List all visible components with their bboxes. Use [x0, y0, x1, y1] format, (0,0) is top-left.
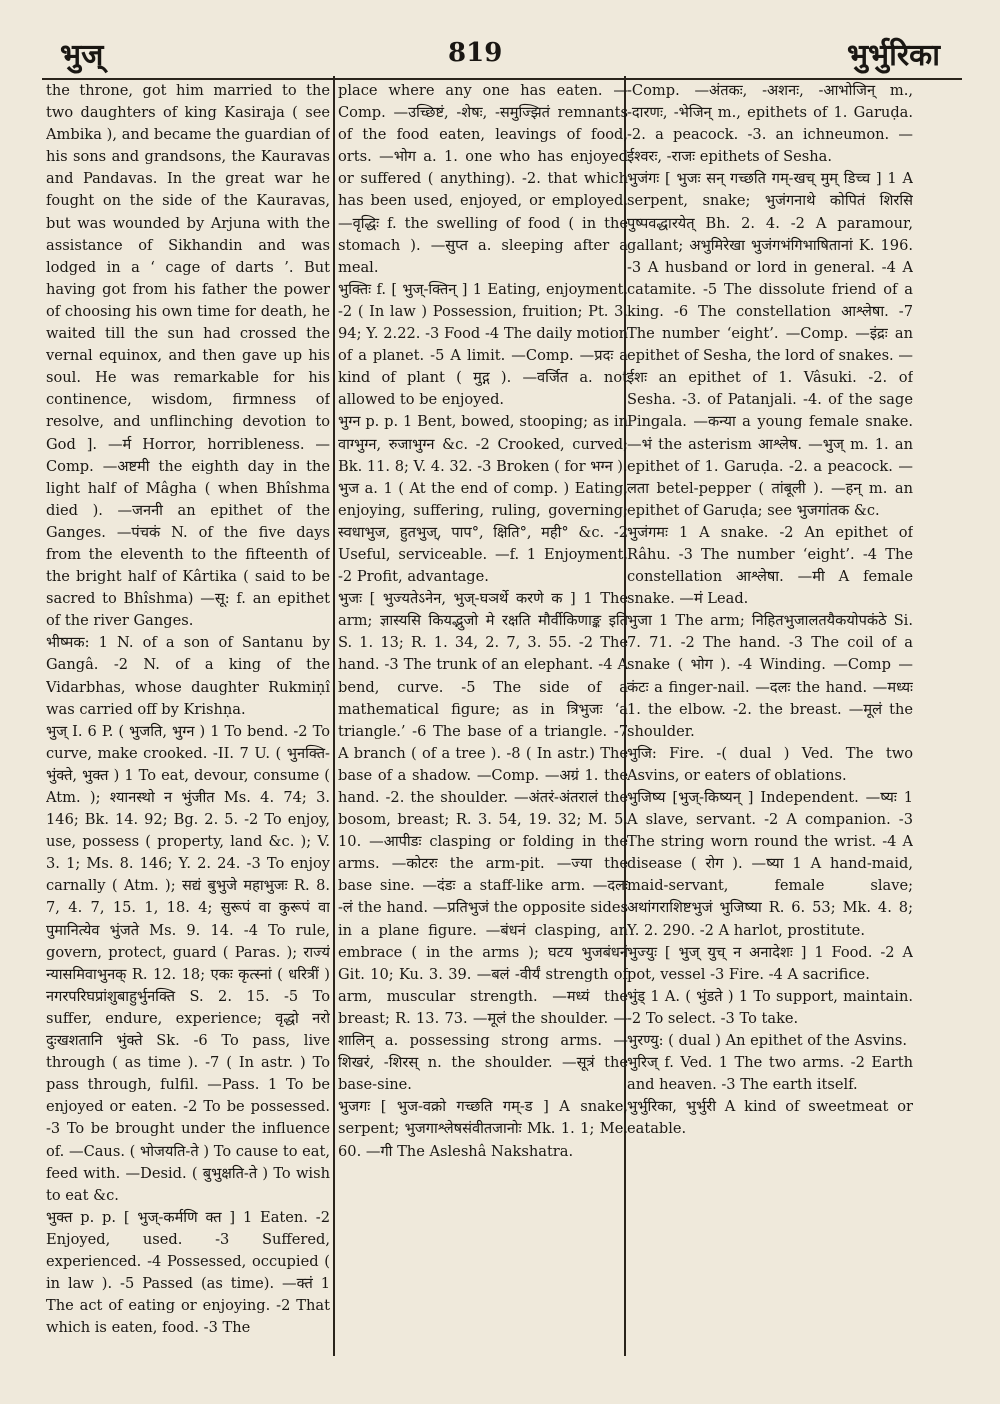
entry-paragraph: भुजगः [ भुज-वक्रो गच्छति गम्-ड ] A snake, serpent; भुजगाश्लेषसंवीतजानोः Mk. 1. 1; Me. 60. —गी The Asleshâ Nakshatra. — [338, 1098, 628, 1160]
left-guide-word: भुज् — [60, 37, 104, 73]
column-left — [46, 80, 330, 1354]
entry-paragraph: place where any one has eaten. —Comp. —उच्छिष्टं, -शेषः, -समुज्झितं remnants of the food eaten, leavings of food, orts. —भोग a. 1. one who has enjoyed or suffered ( anything). -2. that which has been used, enjoyed, or employed. —वृद्धिः f. the swelling of food ( in the stomach ). —सुप्त a. sleeping after a meal. — [338, 82, 628, 276]
entry-paragraph: भुजि: Fire. -( dual ) Ved. The two Asvins, or eaters of oblations. — [627, 744, 913, 784]
column-right — [627, 80, 913, 1354]
entry-paragraph: भुग्न p. p. 1 Bent, bowed, stooping; as in वाग्भुग्न, रुजाभुग्न &c. -2 Crooked, curved; Bk. 11. 8; V. 4. 32. -3 Broken ( for भग्न ). — [338, 413, 628, 475]
entry-paragraph: भुजः [ भुज्यतेऽनेन, भुज्-घञर्थे करणे क ] 1 The arm; ज्ञास्यसि कियद्भुजो मे रक्षति मौर्वीकिणाङ्क इति S. 1. 13; R. 1. 34, 2. 7, 3. 55. -2 The hand. -3 The trunk of an elephant. -4 A bend, curve. -5 The side of a mathematical figure; as in त्रिभुजः ‘a triangle.’ -6 The base of a triangle. -7 A branch ( of a tree ). -8 ( In astr.) The base of a shadow. —Comp. —अग्रं 1. the hand. -2. the shoulder. —अंतरं-अंतरालं the bosom, breast; R. 3. 54, 19. 32; M. 5. 10. —आपीडः clasping or folding in the arms. —कोटरः the arm-pit. —ज्या the base sine. —दंडः a staff-like arm. —दलः -लं the hand. —प्रतिभुजं the opposite sides in a plane figure. —बंधनं clasping, an embrace ( in the arms ); घटय भुजबंधनं Git. 10; Ku. 3. 39. —बलं -वीर्यं strength of arm, muscular strength. —मध्यं the breast; R. 13. 73. —मूलं the shoulder. —शालिन् a. possessing strong arms. —शिखरं, -शिरस् n. the shoulder. —सूत्रं the base-sine. — [338, 590, 628, 1094]
entry-paragraph: -Comp. —अंतकः, -अशनः, -आभोजिन् m., -दारणः, -भेजिन् m., epithets of 1. Garuḍa. -2. a peacock. -3. an ichneumon. —ईश्वरः, -राजः epithets of Sesha. — [627, 82, 913, 166]
entry-paragraph: भुज्युः [ भुज् युच् न अनादेशः ] 1 Food. -2 A pot, vessel -3 Fire. -4 A sacrifice. — [627, 943, 913, 983]
page-number: 819 — [448, 38, 503, 68]
entry-paragraph: भुजिष्य [भुज्-किष्यन् ] Independent. —ष्यः 1 A slave, servant. -2 A companion. -3 The string worn round the wrist. -4 A disease ( रोग ). —ष्या 1 A hand-maid, maid-servant, female slave; अथांगराशिष्टभुजं भुजिष्या R. 6. 53; Mk. 4. 8; Y. 2. 290. -2 A harlot, prostitute. — [627, 789, 913, 939]
entry-paragraph: भुज् I. 6 P. ( भुजति, भुग्न ) 1 To bend. -2 To curve, make crooked. -II. 7 U. ( भुनक्ति-भुंक्ते, भुक्त ) 1 To eat, devour, consume ( Atm. ); श्यानस्थो न भुंजीत Ms. 4. 74; 3. 146; Bk. 14. 92; Bg. 2. 5. -2 To enjoy, use, possess ( property, land &c. ); V. 3. 1; Ms. 8. 146; Y. 2. 24. -3 To enjoy carnally ( Atm. ); सद्यं बुभुजे महाभुजः R. 8. 7, 4. 7, 15. 1, 18. 4; सुरूपं वा कुरूपं वा पुमानित्येव भुंजते Ms. 9. 14. -4 To rule, govern, protect, guard ( Paras. ); राज्यं न्यासमिवाभुनक् R. 12. 18; एकः कृत्स्नां ( धरित्रीं ) नगरपरिघप्रांशुबाहुर्भुनक्ति S. 2. 15. -5 To suffer, endure, experience; वृद्धो नरो दुःखशतानि भुंक्ते Sk. -6 To pass, live through ( as time ). -7 ( In astr. ) To pass through, fulfil. —Pass. 1 To be enjoyed or eaten. -2 To be possessed. -3 To be brought under the influence of. —Caus. ( भोजयति-ते ) To cause to eat, feed with. —Desid. ( बुभुक्षति-ते ) To wish to eat &c. — [46, 722, 330, 1204]
entry-paragraph: भुजंगमः 1 A snake. -2 An epithet of Râhu. -3 The number ‘eight’. -4 The constellation आश्लेषा. —मी A female snake. —मं Lead. — [627, 523, 913, 608]
entry-paragraph: भुज a. 1 ( At the end of comp. ) Eating, enjoying, suffering, ruling, governing; स्वधाभुज, हुतभुज्, पाप°, क्षिति°, मही° &c. -2 Useful, serviceable. —f. 1 Enjoyment. -2 Profit, advantage. — [338, 479, 628, 586]
entry-paragraph: भीष्मक: 1 N. of a son of Santanu by Gangâ. -2 N. of a king of the Vidarbhas, whose daughter Rukmiṇî was carried off by Krishṇa. — [46, 634, 330, 718]
entry-paragraph: भुजा 1 The arm; निहितभुजालतयैकयोपकंठे Si. 7. 71. -2 The hand. -3 The coil of a snake ( भोग ). -4 Winding. —Comp —कंटः a finger-nail. —दलः the hand. —मध्यः 1. the elbow. -2. the breast. —मूलं the shoulder. — [627, 612, 913, 740]
page-header — [60, 30, 940, 76]
entry-paragraph: भुरण्यु: ( dual ) An epithet of the Asvins. — [627, 1032, 908, 1050]
column-middle — [338, 80, 628, 1354]
entry-paragraph: the throne, got him married to the two daughters of king Kasiraja ( see Ambika ), and became the guardian of his sons and grandsons, the Kauravas and Pandavas. In the great war he fought on the side of the Kauravas, but was wounded by Arjuna with the assistance of Sikhandin and was lodged in a ‘ cage of darts ’. But having got from his father the power of choosing his own time for death, he waited till the sun had crossed the vernal equinox, and then gave up his soul. He was remarkable for his continence, wisdom, firmness of resolve, and unflinching devotion to God ]. —र्म Horror, horribleness. —Comp. —अष्टमी the eighth day in the light half of Mâgha ( when Bhîshma died ). —जननी an epithet of the Ganges. —पंचकं N. of the five days from the eleventh to the fifteenth of the bright half of Kârtika ( said to be sacred to Bhîshma) —सू: f. an epithet of the river Ganges. — [46, 82, 330, 630]
column-divider — [333, 76, 335, 1356]
entry-paragraph: भुजंगः [ भुजः सन् गच्छति गम्-खच् मुम् डिच्च ] 1 A serpent, snake; भुजंगनाथे कोपितं शिरसि पुष्पवद्धारयेत् Bh. 2. 4. -2 A paramour, gallant; अभुमिरेखा भुजंगभंगिभाषितानां K. 196. -3 A husband or lord in general. -4 A catamite. -5 The dissolute friend of a king. -6 The constellation आश्लेषा. -7 The number ‘eight’. —Comp. —इंद्रः an epithet of Sesha, the lord of snakes. —ईशः an epithet of 1. Vâsuki. -2. of Sesha. -3. of Patanjali. -4. of the sage Pingala. —कन्या a young female snake. —भं the asterism आश्लेष. —भुज् m. 1. an epithet of 1. Garuḍa. -2. a peacock. —लता betel-pepper ( तांबूली ). —हन् m. an epithet of Garuḍa; see भुजगांतक &c. — [627, 170, 913, 519]
entry-paragraph: भुंड् 1 A. ( भुंडते ) 1 To support, maintain. -2 To select. -3 To take. — [627, 987, 913, 1027]
entry-paragraph: भुक्तिः f. [ भुज्-क्तिन् ] 1 Eating, enjoyment. -2 ( In law ) Possession, fruition; Pt. 3. 94; Y. 2.22. -3 Food -4 The daily motion of a planet. -5 A limit. —Comp. —प्रदः a kind of plant ( मुद्ग ). —वर्जित a. not allowed to be enjoyed. — [338, 280, 628, 409]
entry-paragraph: भुक्त p. p. [ भुज्-कर्मणि क्त ] 1 Eaten. -2 Enjoyed, used. -3 Suffered, experienced. -4 Possessed, occupied ( in law ). -5 Passed (as time). —क्तं 1 The act of eating or enjoying. -2 That which is eaten, food. -3 The — [46, 1208, 330, 1337]
entry-paragraph: भुरिज् f. Ved. 1 The two arms. -2 Earth and heaven. -3 The earth itself. — [627, 1054, 913, 1094]
entry-paragraph: भुर्भुरिका, भुर्भुरी A kind of sweetmeat or eatable. — [627, 1098, 913, 1138]
right-guide-word: भुर्भुरिका — [846, 37, 940, 73]
